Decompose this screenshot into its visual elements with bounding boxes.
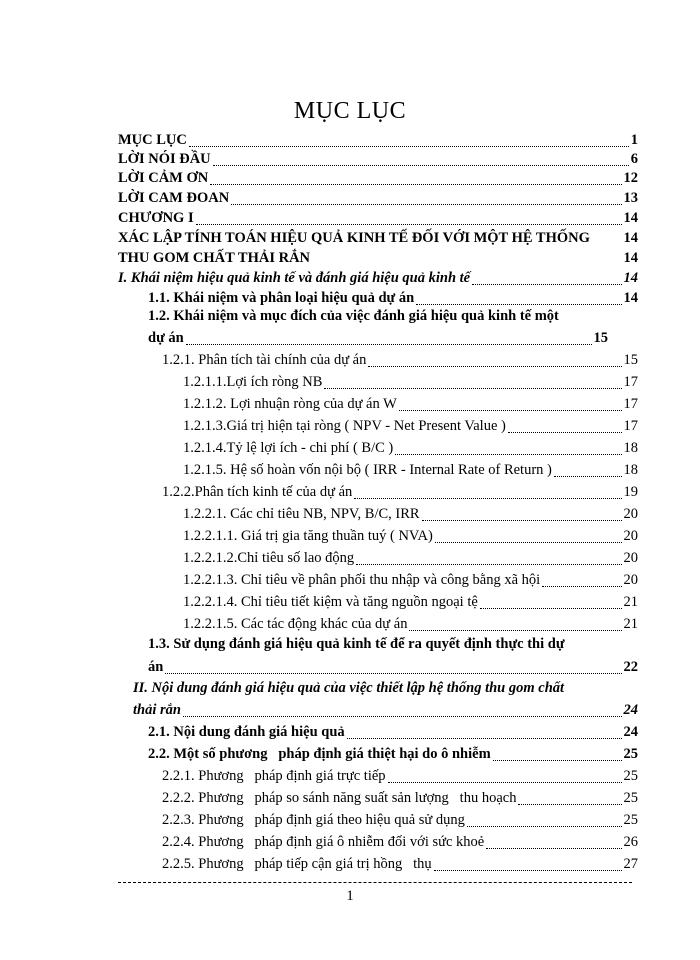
toc-entry: 1.2. Khái niệm và mục đích của việc đánh giá hiệu quả kinh tế một — [148, 308, 559, 324]
toc-entry: 2.2.2. Phương pháp so sánh năng suất sản lượng thu hoạch 25 — [162, 790, 638, 806]
toc-entry: 1.2.2.1.5. Các tác động khác của dự án 21 — [183, 616, 638, 632]
toc-entry: 2.2. Một số phương pháp định giá thiệt hại do ô nhiễm 25 — [148, 746, 638, 762]
toc-entry: CHƯƠNG I 14 — [118, 210, 638, 226]
toc-entry: LỜI CAM ĐOAN 13 — [118, 190, 638, 206]
toc-entry: THU GOM CHẤT THẢI RẮN 14 — [118, 250, 638, 266]
page-title: MỤC LỤC — [293, 98, 407, 124]
toc-entry: 1.2.2.1.1. Giá trị gia tăng thuần tuý ( NVA) 20 — [183, 528, 638, 544]
toc-entry: 2.2.1. Phương pháp định giá trực tiếp 25 — [162, 768, 638, 784]
toc-entry: 1.2.1.3.Giá trị hiện tại ròng ( NPV - Net Present Value ) 17 — [183, 418, 638, 434]
toc-entry: 1.2.2.1.4. Chỉ tiêu tiết kiệm và tăng nguồn ngoại tệ 21 — [183, 594, 638, 610]
toc-entry-continuation: thải rắn 24 — [133, 702, 638, 718]
toc-entry-continuation: án 22 — [148, 659, 638, 675]
toc-entry: XÁC LẬP TÍNH TOÁN HIỆU QUẢ KINH TẾ ĐỐI VỚI MỘT HỆ THỐNG 14 — [118, 230, 638, 246]
toc-entry-continuation: dự án 15 — [148, 330, 608, 346]
toc-entry: 1.2.1.5. Hệ số hoàn vốn nội bộ ( IRR - Internal Rate of Return ) 18 — [183, 462, 638, 478]
toc-entry: 2.2.5. Phương pháp tiếp cận giá trị hồng thụ 27 — [162, 856, 638, 872]
toc-entry: 1.2.2.Phân tích kinh tế của dự án 19 — [162, 484, 638, 500]
toc-entry: 1.2.1.2. Lợi nhuận ròng của dự án W 17 — [183, 396, 638, 412]
toc-entry: MỤC LỤC 1 — [118, 132, 638, 148]
toc-entry: 1.2.1.1.Lợi ích ròng NB 17 — [183, 374, 638, 390]
toc-entry: 1.2.2.1. Các chỉ tiêu NB, NPV, B/C, IRR 20 — [183, 506, 638, 522]
toc-entry: 1.1. Khái niệm và phân loại hiệu quả dự án 14 — [148, 290, 638, 306]
toc-entry: 2.1. Nội dung đánh giá hiệu quả 24 — [148, 724, 638, 740]
toc-entry: LỜI NÓI ĐẦU 6 — [118, 151, 638, 167]
toc-entry: 1.2.2.1.2.Chỉ tiêu số lao động 20 — [183, 550, 638, 566]
toc-entry: I. Khái niệm hiệu quả kinh tế và đánh giá hiệu quả kinh tế 14 — [118, 270, 638, 286]
toc-entry: 1.2.2.1.3. Chỉ tiêu về phân phối thu nhập và công bằng xã hội 20 — [183, 572, 638, 588]
toc-entry: LỜI CẢM ƠN 12 — [118, 170, 638, 186]
toc-entry: II. Nội dung đánh giá hiệu quả của việc thiết lập hệ thống thu gom chất — [133, 680, 565, 696]
toc-entry: 2.2.4. Phương pháp định giá ô nhiễm đối với sức khoẻ 26 — [162, 834, 638, 850]
toc-entry: 2.2.3. Phương pháp định giá theo hiệu quả sử dụng 25 — [162, 812, 638, 828]
toc-entry: 1.2.1.4.Tỷ lệ lợi ích - chi phí ( B/C ) 18 — [183, 440, 638, 456]
toc-entry: 1.3. Sử dụng đánh giá hiệu quả kinh tế để ra quyết định thực thi dự — [148, 636, 565, 652]
footer-divider — [118, 882, 632, 883]
page-number: 1 — [346, 888, 354, 904]
toc-entry: 1.2.1. Phân tích tài chính của dự án 15 — [162, 352, 638, 368]
